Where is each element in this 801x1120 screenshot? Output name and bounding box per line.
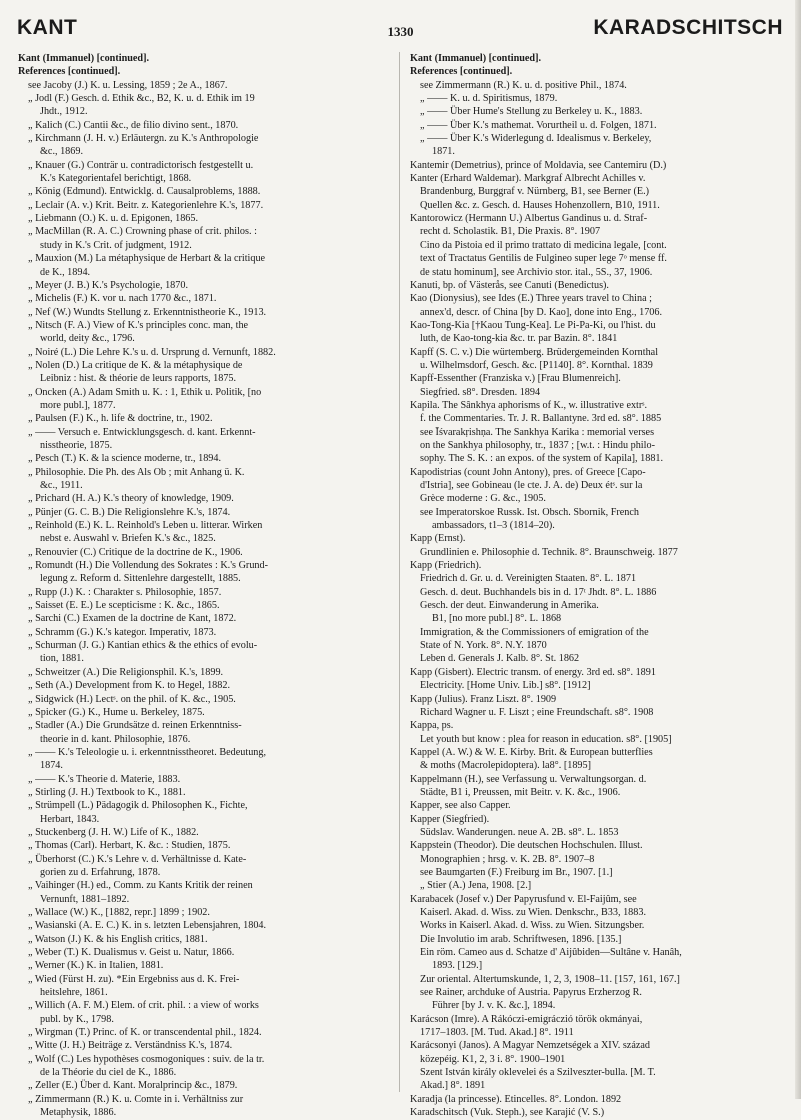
entry-line: Die Involutio im arab. Schriftwesen, 1896. [135.] [420,933,622,945]
entry-line: Gesch. d. deut. Buchhandels bis in d. 17ᵗ Jhdt. 8°. L. 1886 [420,586,657,598]
entry-line: see Zimmermann (R.) K. u. d. positive Phil., 1874. [420,79,627,91]
entry-line: 1893. [129.] [432,960,483,972]
entry-line: References [continued]. [410,66,513,78]
left-column [18,52,388,1120]
entry-line: „ Renouvier (C.) Critique de la doctrine de K., 1906. [28,546,243,558]
entry-line: u. Wilhelmsdorf, Gesch. &c. [P1140]. 8°. Kornthal. 1839 [420,359,653,371]
entry-line: Karácsonyi (Janos). A Magyar Nemzetségek a XIV. század [410,1040,650,1052]
entry-line: „ —— K. u. d. Spiritismus, 1879. [420,93,558,105]
header-left-keyword: KANT [17,16,78,39]
entry-line: study in K.'s Crit. of judgment, 1912. [40,239,192,251]
entry-line: see Imperatorskoe Russk. Ist. Obsch. Sbornik, French [420,506,639,518]
running-header [0,14,801,44]
entry-line: „ Jodl (F.) Gesch. d. Ethik &c., B2, K. u. d. Ethik im 19 [28,93,255,105]
entry-line: Führer [by J. v. K. &c.], 1894. [432,1000,556,1012]
entry-line: 1717–1803. [M. Tud. Akad.] 8°. 1911 [420,1027,574,1039]
entry-line: world, deity &c., 1796. [40,333,135,345]
entry-line: „ Werner (K.) K. in Italien, 1881. [28,960,164,972]
entry-line: „ Stuckenberg (J. H. W.) Life of K., 1882. [28,826,199,838]
entry-line: „ Zimmermann (R.) K. u. Comte in i. Verhältniss zur [28,1093,244,1105]
entry-line: Kantorowicz (Hermann U.) Albertus Gandinus u. d. Straf- [410,213,648,225]
entry-line: Zur oriental. Altertumskunde, 1, 2, 3, 1908–11. [157, 161, 167.] [420,973,680,985]
entry-line: Siegfried. s8°. Dresden. 1894 [420,386,541,398]
entry-line: see Jacoby (J.) K. u. Lessing, 1859 ; 2e A., 1867. [28,79,228,91]
entry-line: „ Leclair (A. v.) Krit. Beitr. z. Kategorienlehre K.'s, 1877. [28,199,264,211]
entry-line: 1874. [40,760,63,772]
entry-line: „ Noiré (L.) Die Lehre K.'s u. d. Ursprung d. Vernunft, 1882. [28,346,276,358]
entry-line: Grèce moderne : G. &c., 1905. [420,493,546,505]
page-edge [795,0,801,1099]
entry-line: K.'s Kategorientafel berichtigt, 1868. [40,173,192,185]
entry-line: d'Istria], see Gobineau (le cte. J. A. de) Deux étˢ. sur la [420,480,643,491]
entry-line: heitslehre, 1861. [40,987,108,999]
entry-line: „ Wallace (W.) K., [1882, repr.] 1899 ; 1902. [28,907,210,918]
entry-line: „ Schramm (G.) K.'s kategor. Imperativ, 1873. [28,626,217,638]
entry-line: „ —— Über Hume's Stellung zu Berkeley u. K., 1883. [420,106,643,118]
entry-line: Kapper (Siegfried). [410,813,490,825]
entry-line: „ Sarchi (C.) Examen de la doctrine de Kant, 1872. [28,613,237,625]
entry-line: „ Stadler (A.) Die Grundsätze d. reinen Erkenntniss- [28,720,242,732]
entry-line: tion, 1881. [40,653,84,665]
entry-line: Herbart, 1843. [40,813,100,825]
entry-line: „ Pesch (T.) K. & la science moderne, tr., 1894. [28,453,222,465]
entry-line: luth, de Kao-tong-kia &c. tr. par Bazin. 8°. 1841 [420,333,618,345]
entry-line: &c., 1869. [40,146,84,158]
entry-line: „ Sidgwick (H.) Lectˢ. on the phil. of K. &c., 1905. [28,693,236,705]
entry-line: Kapff-Essenther (Franziska v.) [Frau Blumenreich]. [410,373,621,385]
entry-line: „ Wied (Fürst H. zu). *Ein Ergebniss aus d. K. Frei- [28,973,240,985]
entry-line: Quellen &c. z. Gesch. d. Hauses Hohenzollern, B10, 1911. [420,199,660,211]
entry-line: „ Nitsch (F. A.) View of K.'s principles conc. man, the [28,319,249,331]
entry-line: „ Witte (J. H.) Beiträge z. Verständniss K.'s, 1874. [28,1040,233,1052]
entry-line: „ König (Edmund). Entwicklg. d. Causalproblems, 1888. [28,186,261,198]
entry-line: Akad.] 8°. 1891 [420,1080,486,1092]
entry-line: de K., 1894. [40,266,91,278]
entry-line: „ Oncken (A.) Adam Smith u. K. : 1, Ethik u. Politik, [no [28,386,262,398]
entry-line: „ Prichard (H. A.) K.'s theory of knowledge, 1909. [28,493,234,505]
entry-line: „ Überhorst (C.) K.'s Lehre v. d. Verhältnisse d. Kate- [28,853,247,865]
entry-line: „ Vaihinger (H.) ed., Comm. zu Kants Kritik der reinen [28,880,253,892]
entry-line: „ Pünjer (G. C. B.) Die Religionslehre K.'s, 1874. [28,506,231,518]
entry-line: Immigration, & the Commissioners of emigration of the [420,626,649,638]
entry-line: Leibniz : hist. & théorie de leurs rapports, 1875. [40,373,237,385]
entry-line: Electricity. [Home Univ. Lib.] s8°. [1912] [420,680,591,692]
entry-line: Cino da Pistoia ed il primo trattato di medicina legale, [cont. [420,239,667,251]
entry-line: „ Kirchmann (J. H. v.) Erläutergn. zu K.'s Anthropologie [28,133,259,145]
entry-line: „ Knauer (G.) Conträr u. contradictorisch festgestellt u. [28,159,254,171]
entry-line: Kao-Tong-Kia [†Kaou Tung-Kea]. Le Pi-Pa-Ki, ou l'hist. du [410,319,656,331]
entry-line: „ Willich (A. F. M.) Elem. of crit. phil. : a view of works [28,1000,259,1012]
entry-line: Kant (Immanuel) [continued]. [18,53,150,64]
entry-line: nebst e. Auswahl v. Briefen K.'s &c., 1825. [40,533,216,545]
entry-line: „ Strümpell (L.) Pädagogik d. Philosophen K., Fichte, [28,800,248,812]
entry-line: „ Nef (W.) Wundts Stellung z. Erkenntnistheorie K., 1913. [28,306,267,318]
entry-line: „ Michelis (F.) K. vor u. nach 1770 &c., 1871. [28,293,217,305]
entry-line: Kapper, see also Capper. [410,800,511,812]
entry-line: „ Nolen (D.) La critique de K. & la métaphysique de [28,359,243,371]
entry-line: Szent István király oklevelei és a Szilveszter-bulla. [M. T. [420,1067,656,1079]
entry-line: Kapila. The Sânkhya aphorisms of K., w. illustrative extrˢ. [410,399,647,411]
entry-line: Kaiserl. Akad. d. Wiss. zu Wien. Denkschr., B33, 1883. [420,907,647,918]
entry-line: „ Schweitzer (A.) Die Religionsphil. K.'s, 1899. [28,666,224,678]
entry-line: „ Spicker (G.) K., Hume u. Berkeley, 1875. [28,706,205,718]
entry-line: see Baumgarten (F.) Freiburg im Br., 1907. [1.] [420,866,613,878]
entry-line: „ Philosophie. Die Ph. des Als Ob ; mit Anhang ü. K. [28,466,245,478]
entry-line: sophy. The S. K. : an expos. of the system of Kapila], 1881. [420,453,664,465]
page-number: 1330 [387,24,414,39]
entry-line: Südslav. Wanderungen. neue A. 2B. s8°. L. 1853 [420,826,619,838]
entry-line: gorien zu d. Erfahrung, 1878. [40,866,161,878]
entry-line: Kappa, ps. [410,720,454,732]
entry-line: State of N. York. 8°. N.Y. 1870 [420,640,547,652]
entry-line: „ MacMillan (R. A. C.) Crowning phase of crit. philos. : [28,226,257,238]
entry-line: „ —— Über K.'s Widerlegung d. Idealismus v. Berkeley, [420,133,652,145]
entry-line: „ Kalich (C.) Cantii &c., de filio divino sent., 1870. [28,119,239,131]
entry-line: Brandenburg, Burggraf v. Nürnberg, B1, see Berner (E.) [420,186,650,198]
entry-line: see Īśvarakṛishṇa. The Sankhya Karika : memorial verses [420,426,655,438]
entry-line: Kapp (Julius). Franz Liszt. 8°. 1909 [410,693,557,705]
entry-line: ambassadors, t1–3 (1814–20). [432,520,555,532]
entry-line: „ Saisset (E. E.) Le scepticisme : K. &c., 1865. [28,600,220,612]
entry-line: de statu hominum], see Archivio stor. ital., 5S., 37, 1906. [420,266,653,278]
column-divider [399,52,400,1092]
entry-line: Leben d. Generals J. Kalb. 8°. St. 1862 [420,653,580,665]
entry-line: 1871. [432,146,455,158]
entry-line: nisstheorie, 1875. [40,439,113,451]
entry-line: Kappel (A. W.) & W. E. Kirby. Brit. & European butterflies [410,746,653,758]
entry-line: Karabacek (Josef v.) Der Papyrusfund v. El-Faijûm, see [410,893,637,905]
entry-line: „ Seth (A.) Development from K. to Hegel, 1882. [28,680,231,692]
entry-line: „ —— K.'s Teleologie u. i. erkenntnisstheoret. Bedeutung, [28,746,267,758]
entry-line: közepéig. K1, 2, 3 i. 8°. 1900–1901 [420,1053,566,1065]
entry-line: Ein röm. Cameo aus d. Schatze d' Aijûbiden—Sultâne v. Hanâh, [420,947,682,959]
entry-line: publ. by K., 1798. [40,1013,114,1025]
entry-line: „ Zeller (E.) Über d. Kant. Moralprincip &c., 1879. [28,1080,238,1092]
entry-line: „ Liebmann (O.) K. u. d. Epigonen, 1865. [28,213,199,225]
entry-line: Friedrich d. Gr. u. d. Vereinigten Staaten. 8°. L. 1871 [420,573,637,585]
entry-line: Jhdt., 1912. [40,106,88,118]
entry-line: Kant (Immanuel) [continued]. [410,53,542,64]
entry-line: Kanuti, bp. of Västerås, see Canuti (Benedictus). [410,279,609,291]
entry-line: legung z. Reform d. Sittenlehre dargestellt, 1885. [40,573,241,585]
entry-line: Kappstein (Theodor). Die deutschen Hochschulen. Illust. [410,840,643,852]
entry-line: Kanter (Erhard Waldemar). Markgraf Albrecht Achilles v. [410,173,646,185]
entry-line: Gesch. der deut. Einwanderung in Amerika. [420,600,599,612]
entry-line: „ Wirgman (T.) Princ. of K. or transcendental phil., 1824. [28,1027,262,1039]
entry-line: „ —— K.'s Theorie d. Materie, 1883. [28,773,181,785]
entry-line: „ Mauxion (M.) La métaphysique de Herbart & la critique [28,253,266,265]
entry-line: „ Weber (T.) K. Dualismus v. Geist u. Natur, 1866. [28,947,235,959]
entry-line: Karácson (Imre). A Rákóczi-emigráczió török okmányai, [410,1013,643,1025]
entry-line: „ Stier (A.) Jena, 1908. [2.] [420,880,532,892]
entry-line: Kappelmann (H.), see Verfassung u. Verwaltungsorgan. d. [410,773,647,785]
entry-line: „ Watson (J.) K. & his English critics, 1881. [28,933,208,945]
entry-line: de la Théorie du ciel de K., 1886. [40,1067,177,1079]
right-column [410,52,786,1120]
entry-line: „ Romundt (H.) Die Vollendung des Sokrates : K.'s Grund- [28,560,268,572]
entry-line: Grundlinien e. Philosophie d. Technik. 8°. Braunschweig. 1877 [420,546,678,558]
entry-line: „ Reinhold (E.) K. L. Reinhold's Leben u. litterar. Wirken [28,520,263,532]
entry-line: Works in Kaiserl. Akad. d. Wiss. zu Wien. Sitzungsber. [420,920,645,932]
entry-line: Kapp (Ernst). [410,533,466,545]
entry-line: „ Wasianski (A. E. C.) K. in s. letzten Lebensjahren, 1804. [28,920,267,932]
entry-line: „ Schurman (J. G.) Kantian ethics & the ethics of evolu- [28,640,258,652]
entry-line: Vernunft, 1881–1892. [40,893,130,905]
entry-line: „ —— Über K.'s mathemat. Vorurtheil u. d. Folgen, 1871. [420,119,657,131]
entry-line: Kapp (Gisbert). Electric transm. of energy. 3rd ed. s8°. 1891 [410,666,656,678]
entry-line: Kapp (Friedrich). [410,560,482,572]
header-right-keyword: KARADSCHITSCH [593,16,783,39]
entry-line: Kantemir (Demetrius), prince of Moldavia, see Cantemiru (D.) [410,159,667,171]
entry-line: more publ.], 1877. [40,399,116,411]
entry-line: Karadschitsch (Vuk. Steph.), see Karajić (V. S.) [410,1107,605,1119]
entry-line: „ Wolf (C.) Les hypothèses cosmogoniques : suiv. de la tr. [28,1053,265,1065]
entry-line: „ Paulsen (F.) K., h. life & doctrine, tr., 1902. [28,413,213,425]
entry-line: „ Meyer (J. B.) K.'s Psychologie, 1870. [28,279,189,291]
entry-line: Karadja (la princesse). Etincelles. 8°. London. 1892 [410,1093,622,1105]
entry-line: Kao (Dionysius), see Ides (E.) Three years travel to China ; [410,293,652,305]
entry-line: &c., 1911. [40,480,83,491]
entry-line: annex'd, descr. of China [by D. Kao], done into Eng., 1706. [420,306,663,318]
entry-line: „ Stirling (J. H.) Textbook to K., 1881. [28,786,186,798]
entry-line: References [continued]. [18,66,121,78]
entry-line: „ —— Versuch e. Entwicklungsgesch. d. kant. Erkennt- [28,426,256,438]
entry-line: Richard Wagner u. F. Liszt ; eine Freundschaft. s8°. 1908 [420,706,654,718]
entry-line: „ Thomas (Carl). Herbart, K. &c. : Studien, 1875. [28,840,231,852]
entry-line: theorie in d. kant. Philosophie, 1876. [40,733,191,745]
entry-line: Kapff (S. C. v.) Die würtemberg. Brüdergemeinden Kornthal [410,346,659,358]
entry-line: text of Tractatus Gentilis de Fulgineo super lege 7ᵒ mense ff. [420,253,667,265]
entry-line: Monographien ; hrsg. v. K. 2B. 8°. 1907–8 [420,853,595,865]
entry-line: Kapodistrias (count John Antony), pres. of Greece [Capo- [410,466,646,478]
entry-line: Let youth but know : plea for reason in education. s8°. [1905] [420,733,672,745]
entry-line: see Rainer, archduke of Austria. Papyrus Erzherzog R. [420,987,642,999]
entry-line: f. the Commentaries. Tr. J. R. Ballantyne. 3rd ed. s8°. 1885 [420,413,662,425]
entry-line: on the Sankhya philosophy, tr., 1837 ; [w.t. : Hindu philo- [420,439,655,451]
entry-line: recht d. Scholastik. B1, Die Praxis. 8°. 1907 [420,226,601,238]
entry-line: Metaphysik, 1886. [40,1107,117,1119]
entry-line: Städte, B1 i, Preussen, mit Beitr. v. K. &c., 1906. [420,786,621,798]
entry-line: „ Rupp (J.) K. : Charakter s. Philosophie, 1857. [28,586,222,598]
entry-line: & moths (Macrolepidoptera). la8°. [1895] [420,760,591,772]
entry-line: B1, [no more publ.] 8°. L. 1868 [432,613,562,625]
